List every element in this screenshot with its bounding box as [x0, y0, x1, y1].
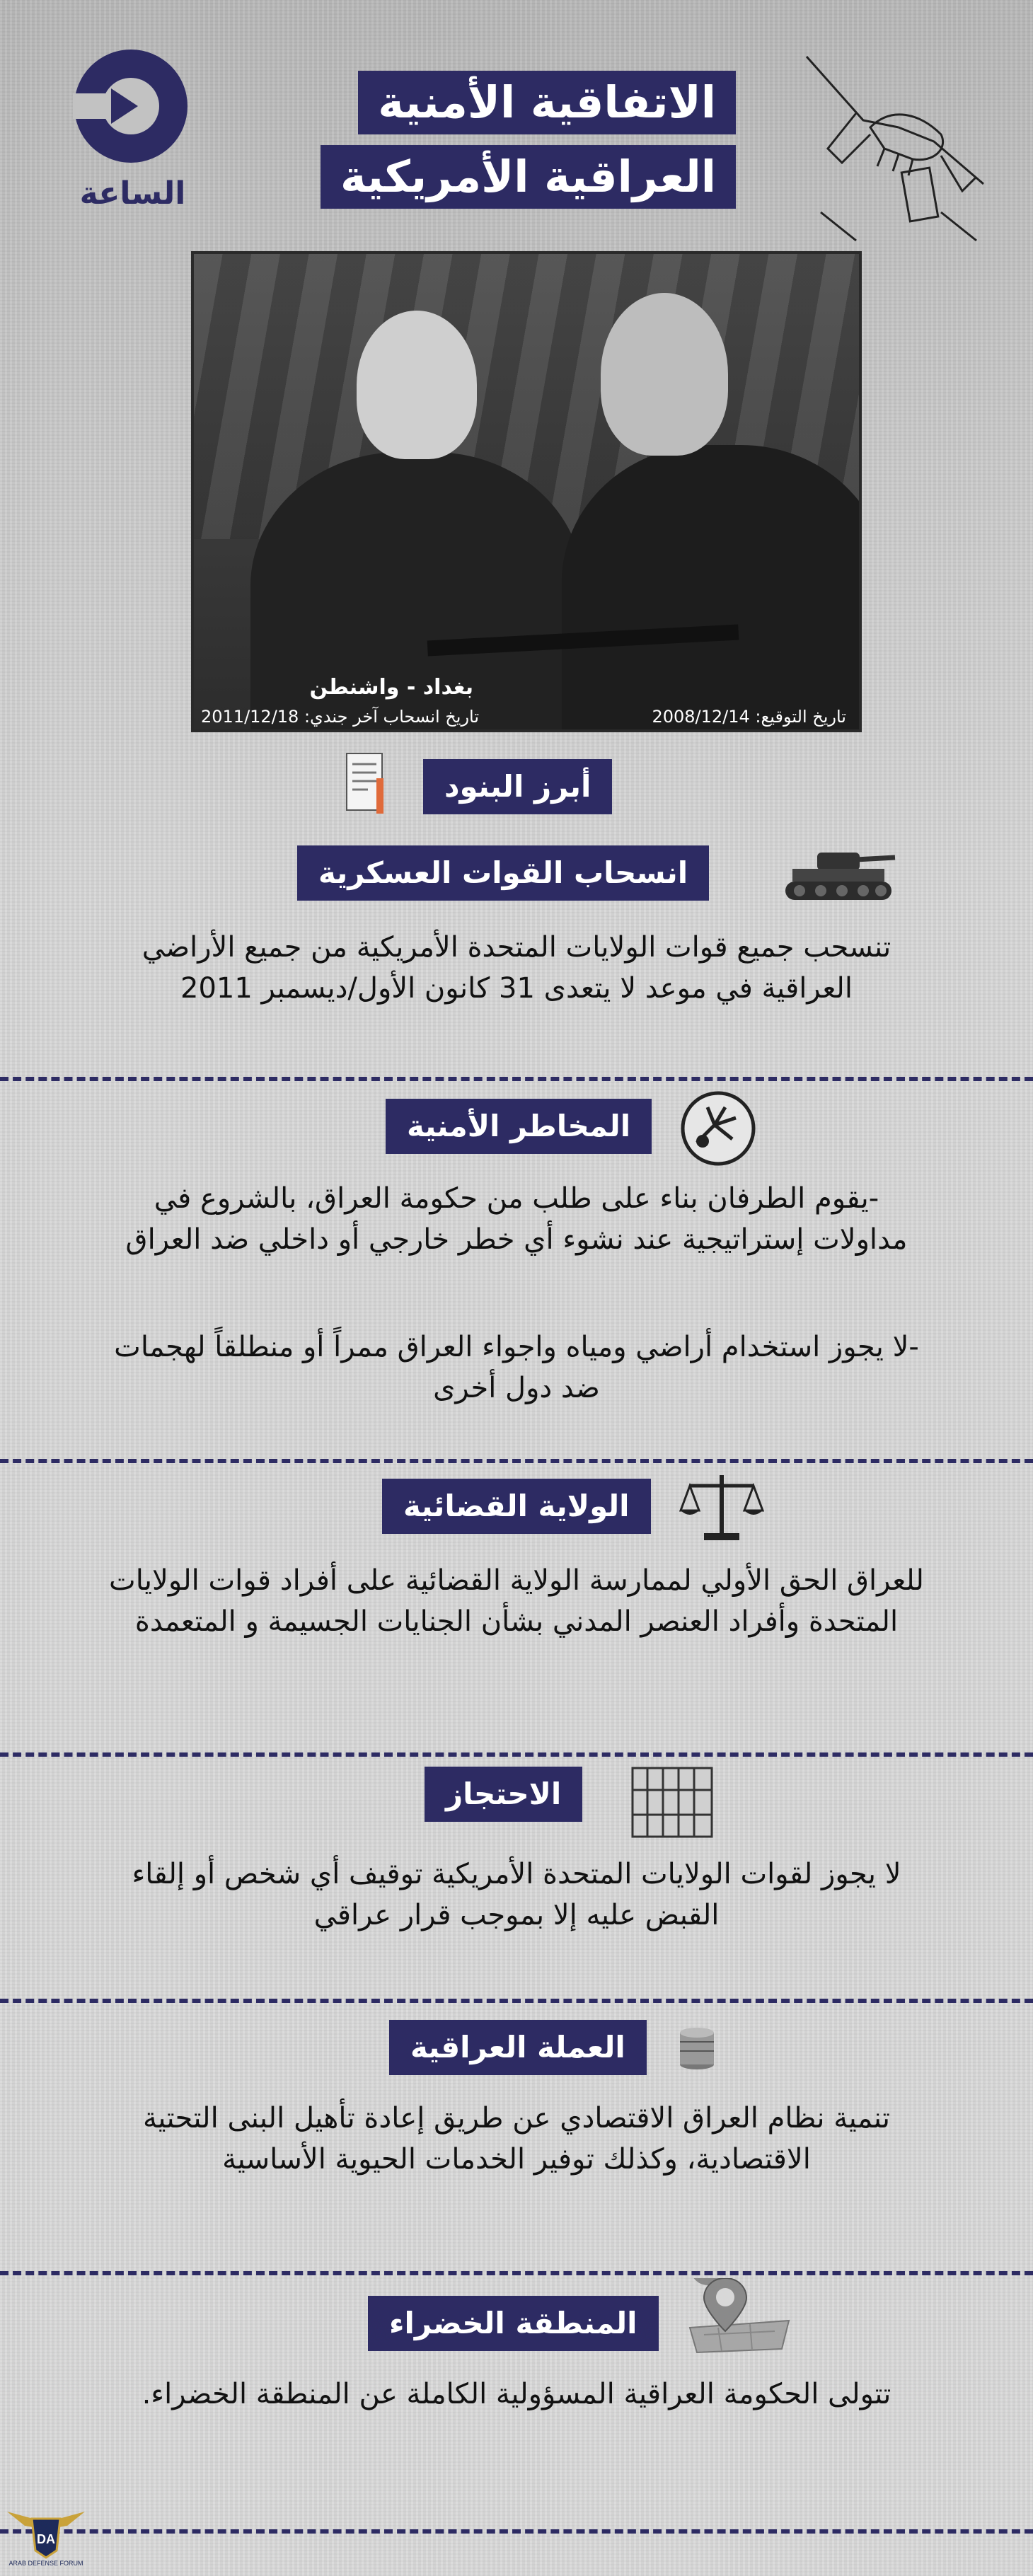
section-security-text-1: -يقوم الطرفان بناء على طلب من حكومة العراق، بالشروع في مداولات إستراتيجية عند نشوء أي خطر خارجي أو داخلي ضد العراق [125, 1182, 908, 1256]
section-divider [0, 1077, 1033, 1081]
scales-icon [679, 1468, 764, 1546]
section-withdrawal-text: تنسحب جميع قوات الولايات المتحدة الأمريكية من جميع الأراضي العراقية في موعد لا يتعدى 31 كانون الأول/ديسمبر 2011 [142, 931, 891, 1005]
section-divider [0, 1999, 1033, 2003]
map-pin-icon [683, 2278, 796, 2356]
title-line-2: العراقية الأمريكية [321, 145, 736, 209]
section-currency-text: تنمية نظام العراق الاقتصادي عن طريق إعادة تأهيل البنى التحتية الاقتصادية، وكذلك توفير الخدمات الحيوية الأساسية [142, 2102, 891, 2176]
section-withdrawal-heading: انسحاب القوات العسكرية [297, 845, 709, 901]
handshake-icon [800, 42, 991, 248]
photo-place-caption: بغداد - واشنطن [309, 675, 473, 700]
section-divider [0, 2529, 1033, 2534]
signing-date: تاريخ التوقيع: 2008/12/14 [652, 707, 846, 727]
section-divider [0, 1752, 1033, 1757]
document-icon [340, 750, 396, 821]
forum-watermark-icon [0, 2483, 92, 2568]
logo-text: الساعة [79, 175, 186, 212]
prison-bars-icon [630, 1765, 715, 1839]
highlights-label: أبرز البنود [423, 759, 612, 814]
section-greenzone-heading: المنطقة الخضراء [368, 2296, 659, 2351]
section-divider [0, 2271, 1033, 2275]
explosion-icon [676, 1086, 761, 1171]
section-jurisdiction-heading: الولاية القضائية [382, 1479, 651, 1534]
section-detention-text: لا يجوز لقوات الولايات المتحدة الأمريكية توقيف أي شخص أو إلقاء القبض عليه إلا بموجب قرار عراقي [132, 1858, 901, 1931]
alsaa-logo [67, 50, 198, 219]
withdrawal-date: تاريخ انسحاب آخر جندي: 2011/12/18 [201, 707, 480, 727]
section-security-text-2: -لا يجوز استخدام أراضي ومياه واجواء العراق ممراً أو منطلقاً لهجمات ضد دول أخرى [114, 1331, 919, 1404]
section-detention-heading: الاحتجاز [425, 1767, 582, 1822]
section-divider [0, 1459, 1033, 1463]
section-currency-heading: العملة العراقية [389, 2020, 647, 2075]
watermark-text: ARAB DEFENSE FORUM [8, 2560, 83, 2567]
watermark-short: DA [37, 2532, 55, 2546]
signing-photo [191, 251, 862, 732]
tank-icon [778, 842, 899, 906]
coins-icon [676, 2022, 718, 2072]
section-greenzone-text: تتولى الحكومة العراقية المسؤولية الكاملة عن المنطقة الخضراء. [142, 2378, 891, 2410]
title-line-1: الاتفاقية الأمنية [358, 71, 736, 134]
section-jurisdiction-text: للعراق الحق الأولي لممارسة الولاية القضائية على أفراد قوات الولايات المتحدة وأفراد العنصر المدني بشأن الجنايات الجسيمة و المتعمدة [109, 1564, 924, 1638]
logo-circle-icon [74, 50, 187, 163]
section-security-heading: المخاطر الأمنية [386, 1099, 652, 1154]
